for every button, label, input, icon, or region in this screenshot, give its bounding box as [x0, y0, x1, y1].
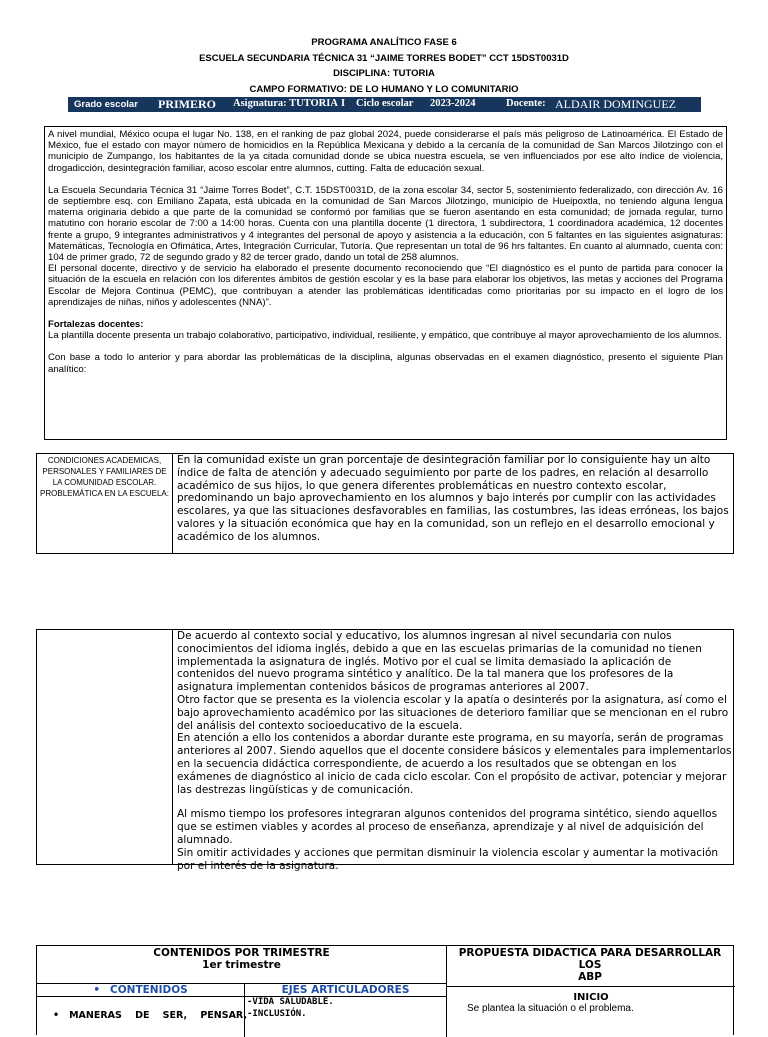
contexto-paragraph: En atención a ello los contenidos a abordar durante este programa, en su mayoría, serán de programas anteriores al 2007. Siendo aquellos que el docente considere básicos y elementales para implementarlos en la secuencia didáctica correspondiente, de acuerdo a los resultados que se obtengan en los exámenes de diagnóstico al inicio de cada ciclo escolar. Con el propósito de activar, potenciar y mejorar las destrezas lingüísticas y de comunicación. — [177, 732, 732, 796]
grado-value: PRIMERO — [158, 97, 216, 111]
eje-item: -INCLUSIÓN. — [247, 1008, 307, 1019]
contenido-item-text: MANERAS DE SER, PENSAR, — [69, 1010, 248, 1021]
asignatura-value: I — [341, 98, 346, 109]
diagnostico-paragraph: La plantilla docente presenta un trabajo colaborativo, participativo, individual, resiliente, y empático, que contribuye al mayor aprovechamiento de los alumnos. — [48, 330, 722, 342]
ciclo-value: 2023-2024 — [430, 98, 476, 109]
contenido-item — [53, 1010, 247, 1021]
diagnostico-paragraph: Con base a todo lo anterior y para abordar las problemáticas de la disciplina, algunas observadas en el examen diagnóstico, presento el siguiente Plan analítico: — [48, 352, 723, 375]
contexto-text-cell — [177, 630, 732, 872]
diagnostico-paragraph: La Escuela Secundaria Técnica 31 “Jaime Torres Bodet”, C.T. 15DST0031D, de la zona escolar 34, sector 5, sostenimiento federalizado, con dirección Av. 16 de septiembre esq. con Emiliano Zapata, está ubicada en la comunidad de San Marcos Jilotzingo, municipio de Hueipoxtla, no teniendo alguna lengua materna originaria debido a que parte de la comunidad se conformó por familias que se fueron asentando en esta comunidad; de jornada regular, turno matutino con horario escolar de 7:00 a 14:00 horas. Cuenta con una plantilla docente (1 directora, 1 subdirectora, 1 coordinadora académica, 12 docentes frente a grupo, 9 integrantes administrativos y 4 integrantes del personal de apoyo y asistencia a la educación, con 5 faltantes en las siguientes asignaturas: Matemáticas, Tecnología en Ofimática, Artes, Integración Curricular, Tutoría. Que representan un total de 96 hrs faltantes. En cuanto al alumnado, cuenta con: 104 de primer grado, 72 de segundo grado y 82 de tercer grado, dando un total de 258 alumnos. — [48, 184, 723, 264]
inicio-text: Se plantea la situación o el problema. — [467, 1003, 634, 1014]
propuesta-title-2: LOS — [578, 959, 602, 971]
header-line-3: DISCIPLINA: TUTORIA — [333, 68, 435, 79]
condiciones-label: CONDICIONES ACADEMICAS, PERSONALES Y FAMILIARES DE LA COMUNIDAD ESCOLAR. — [42, 456, 167, 487]
diagnostico-box — [44, 126, 727, 440]
divider — [447, 986, 735, 987]
contexto-paragraph: Otro factor que se presenta es la violencia escolar y la apatía o desinterés por la asignatura, así como el bajo aprovechamiento académico por las situaciones de deterioro familiar que se mencionan en el rubro del análisis del contexto socioeducativo de la escuela. — [177, 693, 729, 732]
contenidos-header — [37, 946, 447, 984]
contenidos-table — [36, 945, 734, 1035]
propuesta-title: PROPUESTA DIDACTICA PARA DESARROLLAR — [458, 947, 722, 959]
docente-label: Docente: — [506, 98, 546, 109]
grado-label: Grado escolar — [74, 99, 138, 110]
ciclo-label: Ciclo escolar — [356, 98, 414, 109]
inicio-title: INICIO — [573, 992, 609, 1003]
info-bar — [68, 97, 701, 112]
contexto-paragraph: Al mismo tiempo los profesores integraran algunos contenidos del programa sintético, siendo aquellos que se estimen viables y acordes al proceso de enseñanza, aprendizaje y al nivel de adquisición del alumnado. — [177, 808, 718, 846]
header-line-1: PROGRAMA ANALÍTICO FASE 6 — [311, 37, 457, 48]
contexto-paragraph: Sin omitir actividades y acciones que permitan disminuir la violencia escolar y aumentar la motivación por el interés de la asignatura. — [177, 846, 719, 872]
contenidos-column-header — [37, 984, 245, 997]
bullet-icon: • — [53, 1010, 60, 1021]
fortalezas-title: Fortalezas docentes: — [48, 319, 144, 331]
eje-item: -VIDA SALUDABLE. — [247, 997, 334, 1007]
condiciones-table — [36, 453, 734, 554]
problematica-label: PROBLEMÁTICA EN LA ESCUELA: — [40, 489, 169, 498]
diagnostico-paragraph: El personal docente, directivo y de servicio ha elaborado el presente documento reconociendo que “El diagnóstico es el punto de partida para conocer la situación de la escuela en relación con los diferentes ámbitos de gestión escolar y es la base para elaborar los objetivos, las metas y acciones del Programa Escolar de Mejora Continua (PEMC), que contribuyan a atender las problemáticas identificadas como prioritarias por su impacto en el logro de los aprendizajes de niñas, niños y adolescentes (NNA)”. — [48, 263, 723, 308]
diagnostico-paragraph: A nivel mundial, México ocupa el lugar No. 138, en el ranking de paz global 2024, puede considerarse el país más peligroso de Latinoamérica. El Estado de México, fue el estado con mayor número de homicidios en la República Mexicana y debido a la cercanía de la comunidad de San Marcos Jilotzingo con el municipio de Zumpango, los habitantes de la ya citada comunidad donde se ubica nuestra escuela, se ven influenciados por ese alto índice de violencia, drogadicción, desintegración familiar, acoso escolar entre alumnos, cutting. Falta de educación sexual. — [48, 129, 723, 174]
propuesta-title-3: ABP — [578, 971, 602, 983]
contexto-table — [36, 629, 734, 872]
contexto-paragraph: De acuerdo al contexto social y educativo, los alumnos ingresan al nivel secundaria con nulos conocimientos del idioma inglés, debido a que en las escuelas primarias de la comunidad no tienen implementada la asignatura de inglés. Motivo por el cual se limita demasiado la aplicación de contenidos del nuevo programa sintético y analítico. De la tal manera que los profesores de la asignatura implementan contenidos básicos de programas anteriores al 2007. — [177, 630, 702, 694]
condiciones-label-cell — [37, 454, 173, 553]
header-line-2: ESCUELA SECUNDARIA TÉCNICA 31 “JAIME TORRES BODET” CCT 15DST0031D — [199, 53, 569, 64]
contenido-cell — [37, 997, 248, 1037]
contexto-label-cell — [37, 630, 173, 864]
header-line-4: CAMPO FORMATIVO: DE LO HUMANO Y LO COMUNITARIO — [249, 84, 519, 95]
bullet-icon: • — [93, 984, 101, 996]
propuesta-header — [447, 946, 733, 987]
contenidos-title: CONTENIDOS POR TRIMESTRE — [153, 947, 330, 959]
ejes-column-header: EJES ARTICULADORES — [245, 984, 447, 997]
asignatura-label: Asignatura: TUTORIA — [233, 98, 338, 109]
contenidos-column-label: CONTENIDOS — [110, 984, 188, 996]
condiciones-text: En la comunidad existe un gran porcentaje de desintegración familiar por lo consiguiente hay un alto índice de falta de atención y adecuado seguimiento por parte de los padres, en relación al desarrollo académico de sus hijos, lo que genera diferentes problemáticas en nuestro contexto escolar, predominando un bajo aprovechamiento en los alumnos y bajo interés por cumplir con las actividades escolares, ya que las situaciones desfavorables en familias, las costumbres, las ideas erróneas, los bajos valores y la situación económica que hay en la comunidad, son un reflejo en el desarrollo emocional y académico de los alumnos. — [177, 454, 729, 543]
trimestre-title: 1er trimestre — [202, 959, 281, 971]
ejes-cell — [245, 997, 447, 1037]
docente-value: ALDAIR DOMINGUEZ — [555, 97, 676, 111]
propuesta-cell — [447, 992, 735, 1014]
